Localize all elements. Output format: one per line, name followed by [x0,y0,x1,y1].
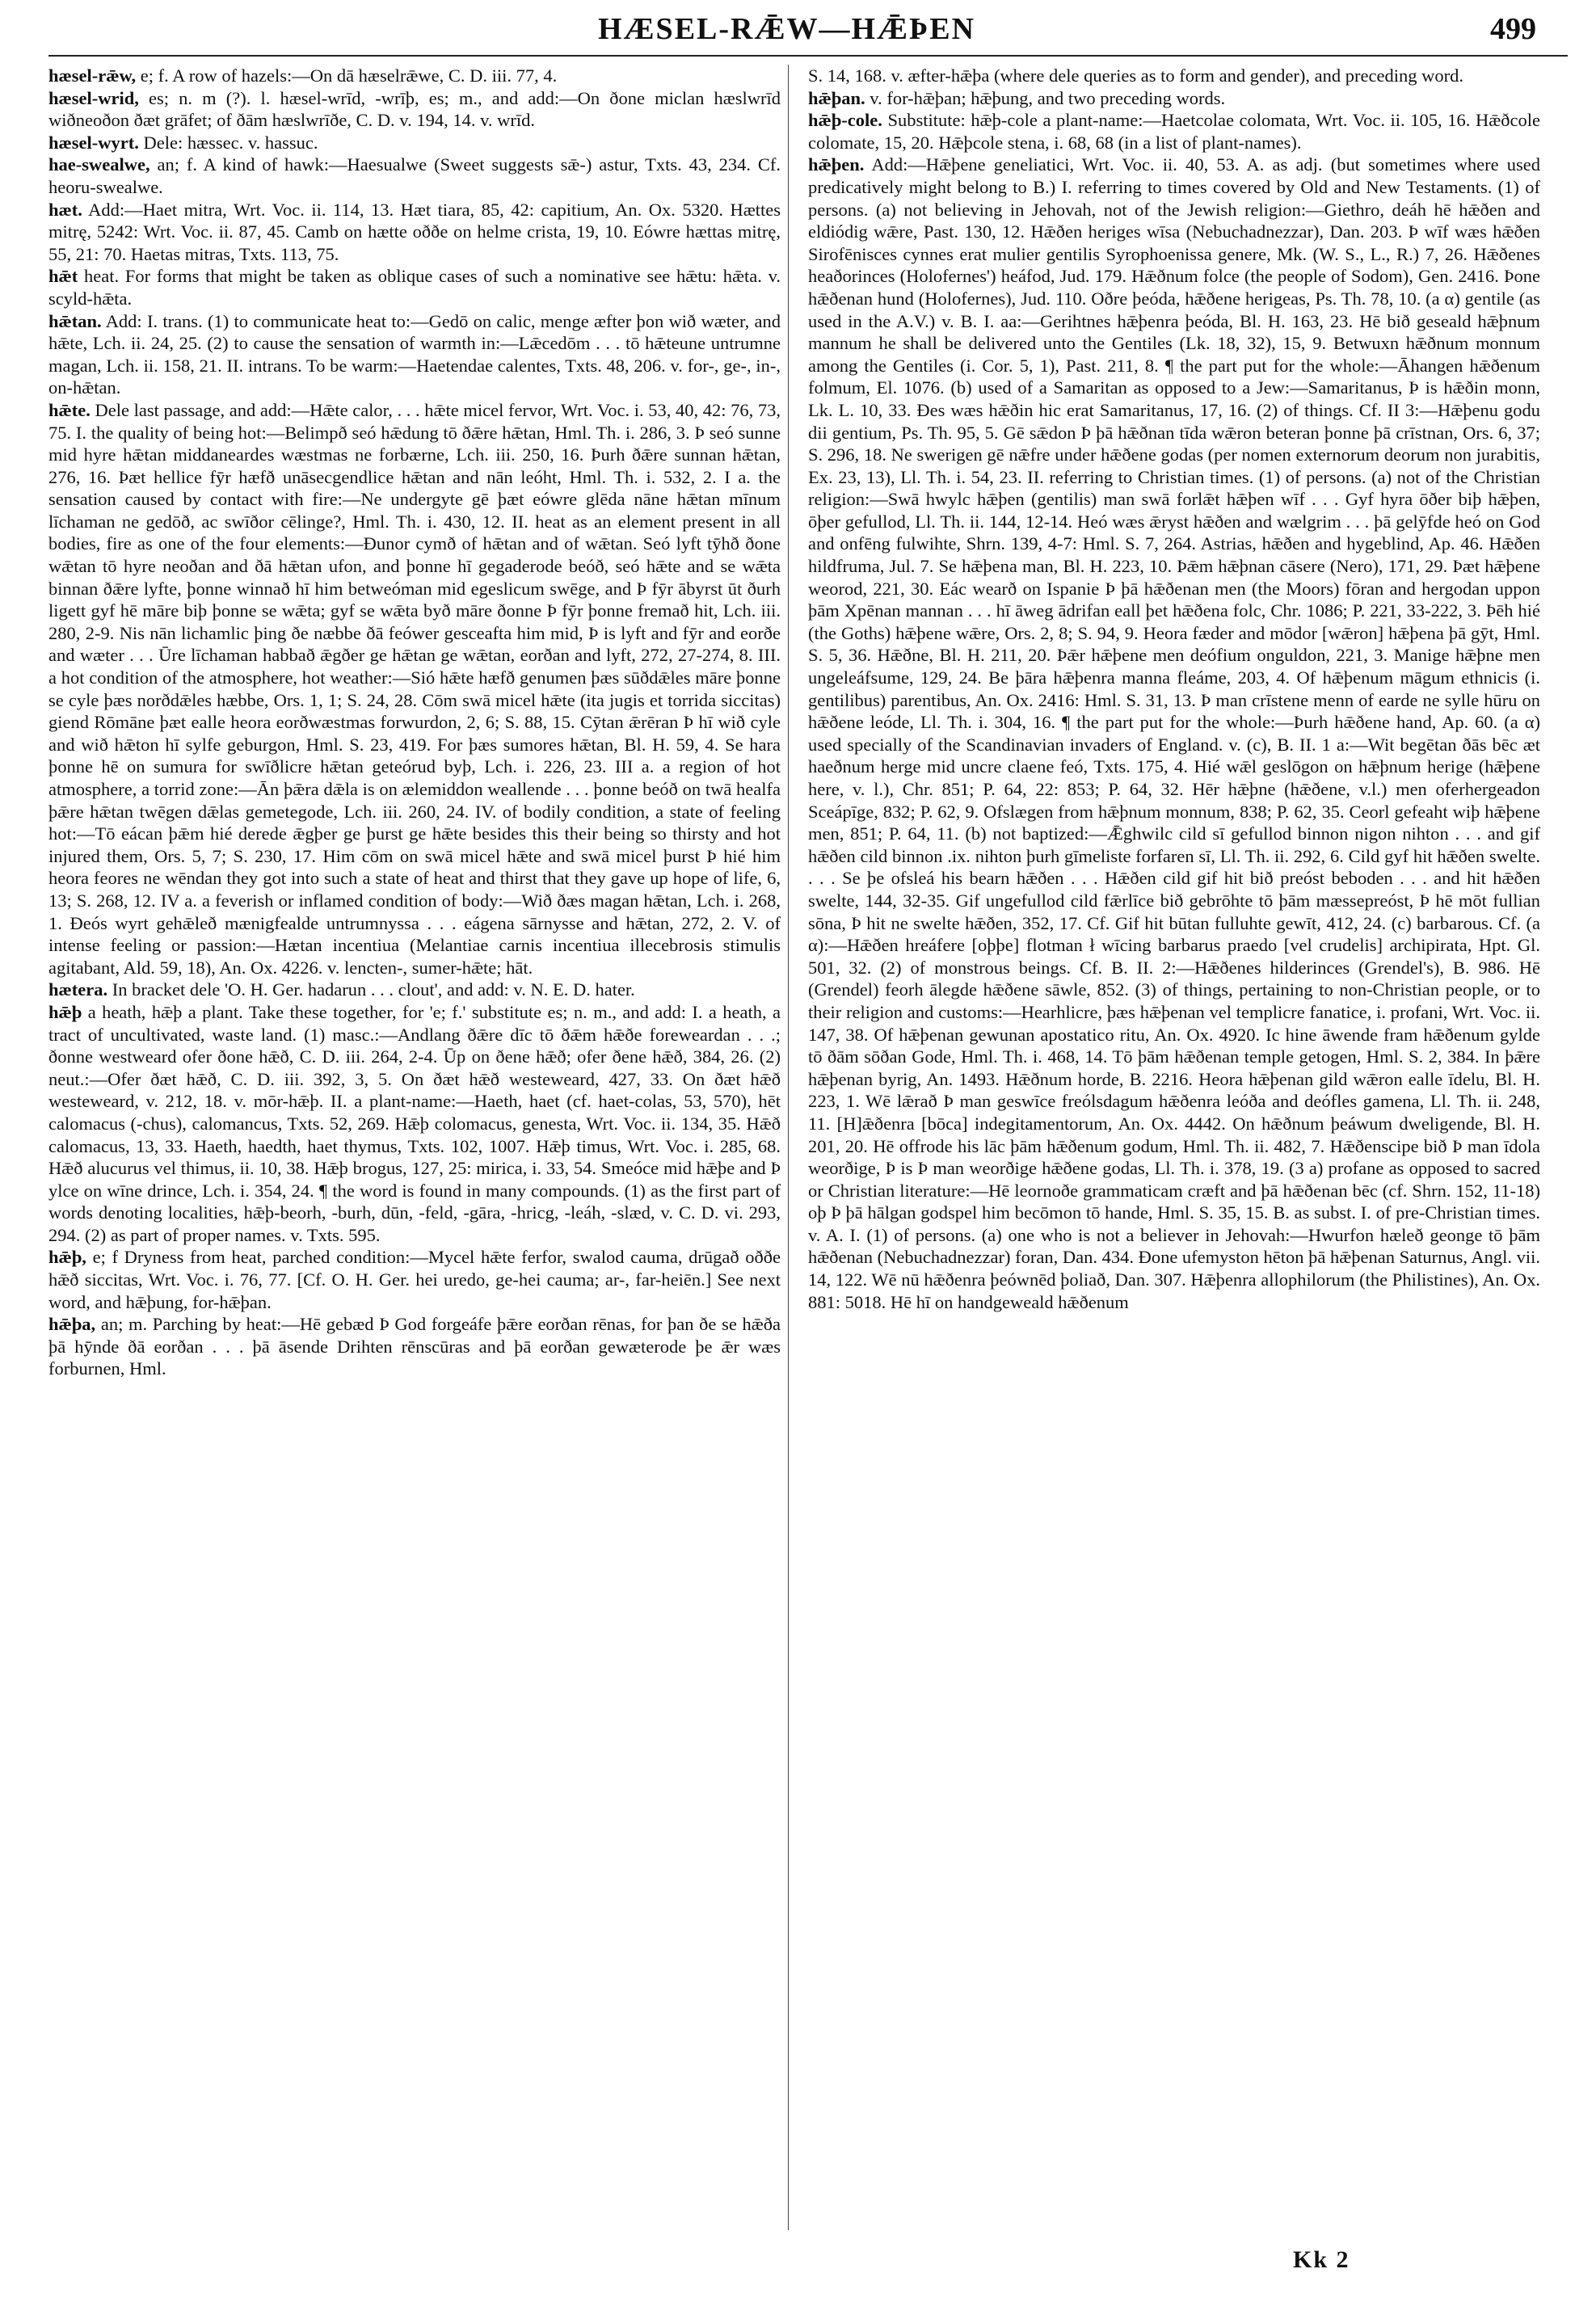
entry-text: Add: I. trans. (1) to communicate heat to:—Gedō on calic, menge æfter þon wið wæter, and hǣte, Lch. ii. 24, 25. (2) to cause the sensation of warmth in:—Lǣcedōm . . . tō hǣteune untrumne magan, Lch. ii. 158, 21. II. intrans. To be warm:—Haetendae calentes, Txts. 48, 206. v. for-, ge-, in-, on-hǣtan. [48,310,781,398]
gathering-signature: Kk 2 [1293,2246,1350,2273]
dictionary-entry [808,154,1540,1313]
entry-text: a heath, hǣþ a plant. Take these together, for 'e; f.' substitute es; n. m., and add: I. a heath, a tract of uncultivated, waste land. (1) masc.:—Andlang ðǣre dīc tō ðǣm hǣðe foreweardan . . .; ðonne westweard ofer ðone hǣð, C. D. iii. 264, 2-4. Ūp on ðene hǣð; ofer ðene hǣð, 384, 26. (2) neut.:—Ofer ðæt hǣð, C. D. iii. 392, 3, 5. On ðæt hǣð westeweard, 427, 33. On ðæt hǣð westeweard, v. 212, 18. v. mōr-hǣþ. II. a plant-name:—Haeth, haet (cf. haet-colas, 53, 570), hēt calomacus (-chus), calomancus, Txts. 52, 269. Hǣþ colomacus, genesta, Wrt. Voc. ii. 134, 35. Hǣð calomacus, 13, 33. Haeth, haedth, haet thymus, Txts. 102, 1007. Hǣþ timus, Wrt. Voc. i. 285, 68. Hǣð alucurus vel thimus, ii. 10, 38. Hǣþ brogus, 127, 25: mirica, i. 33, 54. Smeóce mid hǣþe and Þ ylce on wīne drince, Lch. i. 354, 24. ¶ the word is found in many compounds. (1) as the first part of words denoting localities, hǣþ-beorh, -burh, dūn, -feld, -gāra, -hricg, -leáh, -slæd, v. C. D. vi. 293, 294. (2) as part of proper names. v. Txts. 595. [48,1001,781,1245]
entry-text: S. 14, 168. v. æfter-hǣþa (where dele queries as to form and gender), and preceding word. [808,65,1463,86]
page-number: 499 [1490,12,1536,46]
dictionary-entry [48,65,781,87]
dictionary-entry [48,132,781,154]
entry-text: Add:—Hǣþene geneliatici, Wrt. Voc. ii. 40, 53. A. as adj. (but sometimes where used predicatively might belong to B.) I. referring to times covered by Old and New Testaments. (1) of persons. (a) not believing in Jehovah, not of the Jewish religion:—Giethro, deáh hē hǣðen and eldiódig wǣre, Past. 130, 12. Hǣðen heriges wīsa (Nebuchadnezzar), Dan. 203. Þ wīf wæs hǣðen Sirofēnisces cynnes erat mulier gentilis Syrophoenissa genere, Mk. (W. S., L., R.) 7, 26. Hǣðenes heaðorinces (Holofernes') heáfod, Jud. 179. Hǣðnum folce (the people of Sodom), Gen. 2416. Þone hǣðenan hund (Holofernes), Jud. 110. Oðre þeóda, hǣðene herigeas, Ps. Th. 78, 10. (a α) gentile (as used in the A.V.) v. B. I. aa:—Gerihtnes hǣþenra þeóda, Bl. H. 163, 23. Hē bið geseald hǣþnum mannum he shall be delivered unto the Gentiles (Lk. 18, 32), 15, 9. Betwuxn hǣðnum monnum among the Gentiles (i. Cor. 5, 1), Past. 211, 8. ¶ the part put for the whole:—Āhangen hǣðenum folmum, El. 1076. (b) used of a Samaritan as opposed to a Jew:—Samaritanus, Þ is hǣðin monn, Lk. L. 10, 33. Ðes wæs hǣðin hic erat Samaritanus, 17, 16. (2) of things. Cf. II 3:—Hǣþenu godu dii gentium, Ps. Th. 95, 5. Gē sǣdon Þ þā hǣðnan tīda wǣron beteran þonne þā crīstnan, Ors. 6, 37; S. 296, 18. Ne swerigen gē nǣfre under hǣðene godas (per nomen externorum deorum non jurabitis, Ex. 23, 13), Ll. Th. i. 54, 23. II. referring to Christian times. (1) of persons. (a) not of the Christian religion:—Swā hwylc hǣþen (gentilis) man swā forlǣt hǣþen wīf . . . Gyf hyra ōðer biþ hǣþen, ōþer gefullod, Ll. Th. ii. 144, 12-14. Heó wæs ǣryst hǣðen and wælgrim . . . þā gelȳfde heó on God and onfēng fulwihte, Shrn. 139, 4-7: Hml. S. 7, 264. Astrias, hǣðen and hygeblind, Ap. 46. Hǣðen hildfruma, Jul. 7. Se hǣþena man, Bl. H. 223, 10. Þǣm hǣþnan cāsere (Nero), 171, 29. Þæt hǣþene weorod, 221, 30. Eác wearð on Ispanie Þ þā hǣðenan men (the Moors) fōran and hergodan uppon þām Xpēnan mannan . . . hī āweg ādrifan eall þet hǣðena folc, Chr. 1086; P. 221, 33-222, 3. Þēh hié (the Goths) hǣþene wǣre, Ors. 2, 8; S. 94, 9. Heora fæder and mōdor [wǣron] hǣþena þā gȳt, Hml. S. 5, 36. Hǣðne, Bl. H. 211, 20. Þǣr hǣþene men deófium onguldon, 221, 3. Manige hǣþne men ungeleáfsume, 129, 24. Be þāra hǣþenra manna fleáme, 203, 4. Of hǣþenum māgum ethnicis (i. gentilibus) parentibus, An. Ox. 2416: Hml. S. 31, 13. Þ man crīstene menn of earde ne sylle hūru on hǣðene leóde, Ll. Th. i. 304, 16. ¶ the part put for the whole:—Þurh hǣðene hand, Ap. 60. (a α) used specially of the Scandinavian invaders of England. v. (c), B. II. 1 a:—Wit begētan ðās bēc æt haeðnum herge mid uncre claene feó, Txts. 175, 4. Hié wǣl geslōgon on hǣþnum herige (hǣþene here, v. l.), Chr. 851; P. 64, 22: 853; P. 64, 32. Hēr hǣþne (hǣðene, v.l.) men oferhergeadon Sceápīge, 832; P. 62, 9. Ofslægen from hǣþnum monnum, 838; P. 62, 35. Ceorl gefeaht wiþ hǣþene men, 851; P. 64, 11. (b) not baptized:—Ǣghwilc cild sī gefullod binnon nigon nihton . . . and gif hǣðen cild binnon .ix. nihton þurh gīmeliste forfaren sī, Ll. Th. ii. 292, 6. Cild gyf hit hǣðen swelte. . . . Se þe ofsleá his bearn hǣðen . . . Hǣðen cild gif hit bið preóst beboden . . . and hit hǣðen swelte, 144, 32-35. Gif ungefullod cild fǣrlīce bið gebrōhte tō þām mæssepreóst, Þ hē mōt fullian sōna, Þ hit ne swelte hǣðen, 352, 17. Cf. Gif hit būtan fulluhte gewīt, 412, 24. (c) barbarous. Cf. (a α):—Hǣðen hreáfere [oþþe] flotman ł wīcing barbarus praedo [vel crudelis] archipirata, Hpt. Gl. 501, 32. (2) of monstrous beings. Cf. B. II. 2:—Hǣðenes hilderinces (Grendel's), B. 986. Hē (Grendel) feorh ālegde hǣðene sāwle, 852. (3) of things, pertaining to non-Christian people, or to their religion and customs:—Hearhlicre, þæs hǣþenan vel templicre fanatice, i. profani, Wrt. Voc. ii. 147, 38. Of hǣþenan gewunan apostatico ritu, An. Ox. 4920. Ic hine āwende fram hǣðenum gylde tō ðām sōðan Gode, Hml. Th. i. 468, 14. Tō þām hǣðenan temple getogen, Hml. S. 2, 384. In þǣre hǣþenan byrig, An. 1493. Hǣðnum horde, B. 2216. Heora hǣþenan gild wǣron ealle īdelu, Bl. H. 223, 1. Wē lǣrað Þ man geswīce freólsdagum hǣðenra leóða and deófles gamena, Ll. Th. ii. 248, 11. [H]ǣðenra [bōca] indegitamentorum, An. Ox. 4442. On hǣðnum þeáwum dweligende, Bl. H. 201, 20. Hē offrode his lāc þām hǣðenum godum, Hml. Th. ii. 482, 7. Hǣðenscipe bið Þ man īdola weorðige, Þ is Þ man weorðige hǣðene godas, Ll. Th. i. 378, 19. (3 a) profane as opposed to sacred or Christian literature:—Hē leornoðe grammaticam cræft and þā hǣðenan bēc (cf. Shrn. 152, 11-18) oþ Þ þā hālgan godspel him becōmon tō hande, Hml. S. 35, 15. B. as subst. I. of pre-Christian times. v. A. I. (1) of persons. (a) one who is not a believer in Jehovah:—Hwurfon hæleð geonge tō þām hǣðenan (Nebuchadnezzar) foran, Dan. 434. Ðone ufemyston hēton þā hǣþenan Saturnus, Angl. vii. 14, 122. Wē nū hǣðenra þeównēd þoliað, Dan. 307. Hǣþenra allophilorum (the Philistines), An. Ox. 881: 5018. Hē hī on handgeweald hǣðenum [808,154,1540,1312]
entry-text: Substitute: hǣþ-cole a plant-name:—Haetcolae colomata, Wrt. Voc. ii. 105, 16. Hǣðcole colomate, 15, 20. Hǣþcole stena, i. 68, 68 (in a list of plant-names). [808,110,1540,153]
dictionary-entry [808,109,1540,154]
entry-headword: hǣþ-cole. [808,110,882,131]
entry-text: Add:—Haet mitra, Wrt. Voc. ii. 114, 13. Hæt tiara, 85, 42: capitium, An. Ox. 5320. Hættes mitrę, 5242: Wrt. Voc. ii. 87, 45. Camb on hætte oððe on helme crista, 19, 10. Eówre hættas mitrę, 55, 21: 70. Haetas mitras, Txts. 113, 75. [48,199,781,264]
entry-text: es; n. m (?). l. hæsel-wrīd, -wrīþ, es; m., and add:—On ðone miclan hæslwrīd wiðneoðon ðæt grāfet; of ðām hæslwrīðe, C. D. v. 194, 14. v. wrīd. [48,87,781,131]
entry-headword: hǣþa, [48,1314,96,1335]
dictionary-entry [48,399,781,979]
entry-headword: hæsel-wyrt. [48,132,139,153]
entry-headword: hǣþan. [808,87,865,108]
dictionary-entry [48,87,781,132]
entry-headword: hǣþ, [48,1247,86,1268]
entry-text: e; f Dryness from heat, parched condition:—Mycel hǣte ferfor, swalod cauma, drūgað oððe hǣð siccitas, Wrt. Voc. i. 76, 77. [Cf. O. H. Ger. hei uredo, ge-hei cauma; ar-, far-heiēn.] See next word, and hǣþung, for-hǣþan. [48,1247,781,1312]
entry-text: e; f. A row of hazels:—On dā hæselrǣwe, C. D. iii. 77, 4. [140,65,558,86]
entry-text: heat. For forms that might be taken as oblique cases of such a nominative see hǣtu: hǣta. v. scyld-hǣta. [48,266,781,309]
entry-text: an; m. Parching by heat:—Hē gebæd Þ God forgeáfe þǣre eorðan rēnas, for þan ðe se hǣða þā hȳnde ðā eorðan . . . þā āsende Drihten rēnscūras and þā eorðan gewæterode þe ǣr wæs forburnen, Hml. [48,1314,781,1379]
entry-headword: hǣt [48,266,78,287]
running-title: HÆSEL-RǢW—HǢÞEN [598,12,976,46]
dictionary-entry [808,87,1540,110]
entry-text: Dele last passage, and add:—Hǣte calor, . . . hǣte micel fervor, Wrt. Voc. i. 53, 40, 42: 76, 73, 75. I. the quality of being hot:—Belimpð seó hǣdung tō ðǣre hǣtan, Hml. Th. i. 286, 3. Þ seó sunne mid hyre hǣtan middaneardes wæstmas ne forbærne, Lch. iii. 250, 16. Þurh ðǣre sunnan hǣtan, 276, 16. Þæt hellice fȳr hæfð unāsecgendlice hǣtan and nān leóht, Hml. Th. i. 532, 2. I a. the sensation caused by contact with fire:—Ne undergyte gē þæt eówre glēda nāne hǣtan mīnum līchaman ne gedōð, ac swīðor cēlinge?, Hml. Th. i. 430, 12. II. heat as an element present in all bodies, fire as one of the four elements:—Ðunor cymð of hǣtan and of wǣtan. Seó lyft tȳhð ðone wǣtan tō hyre neoðan and ðā hǣtan ufon, and þonne hī gegaderode beóð, seó hǣte and se wǣta binnan ðǣre lyfte, þonne winnað hī him betweóman mid egeslicum swēge, and Þ fȳr ābyrst ūt ðurh ligett gyf hē māre biþ þonne se wǣta; gyf se wǣta byð māre ðonne Þ fȳr þonne fremað hit, Lch. iii. 280, 2-9. Nis nān lichamlic þing ðe næbbe ðā feówer gesceafta him mid, Þ is lyft and fȳr and eorðe and wæter . . . Ūre līchaman habbað ǣgðer ge hǣtan ge wǣtan, eorðan and lyft, 272, 27-274, 8. III. a hot condition of the atmosphere, hot weather:—Sió hǣte hæfð genumen þæs sūðdǣles māre þonne se cyle þæs norðdǣles hæbbe, Ors. 1, 1; S. 24, 28. Cōm swā micel hǣte (ita jugis et torrida siccitas) giend Rōmāne þæt ealle heora eorðwæstmas forwurdon, 2, 6; S. 88, 15. Cȳtan ǣrēran Þ hī wið cyle and wið hǣton hī sylfe geburgon, Hml. S. 23, 419. For þæs sumores hǣtan, Bl. H. 59, 4. Se hara þonne hē on sumura for swīðlicre hǣtan geteórud byþ, Lch. i. 226, 23. III a. a region of hot atmosphere, a torrid zone:—Ān þǣra dǣla is on ælemiddon weallende . . . þonne beóð on twā healfa þǣre hǣtan twēgen dǣlas gemetegode, Lch. iii. 260, 24. IV. of bodily condition, a state of feeling hot:—Tō eácan þǣm hié derede ǣgþer ge þurst ge hǣte besides this their being so thirsty and hot injured them, Ors. 5, 7; S. 230, 17. Him cōm on swā micel hǣte and swā micel þurst Þ hié him heora feores ne wēndan they got into such a state of heat and thirst that they gave up hope of life, 6, 13; S. 268, 12. IV a. a feverish or inflamed condition of body:—Wið ðæs magan hǣtan, Lch. i. 268, 1. Ðeós wyrt gehǣleð mænigfealde untrumnyssa . . . eágena sārnysse and hǣtan, 272, 2. V. of intense feeling or passion:—Hætan incentiua (Melantiae carnis incentiua illecebrosis stimulis agitabant, Ald. 59, 18), An. Ox. 4226. v. lencten-, sumer-hǣte; hāt. [48,399,781,978]
left-column [48,65,781,2238]
entry-headword: hǣtan. [48,310,102,331]
entry-headword: hae-swealwe, [48,154,150,175]
dictionary-entry [48,199,781,266]
entry-text: In bracket dele 'O. H. Ger. hadarun . . . clout', and add: v. N. E. D. hater. [112,979,635,1000]
dictionary-entry [48,310,781,399]
column-divider [788,65,789,2230]
dictionary-entry [808,65,1540,87]
entry-text: v. for-hǣþan; hǣþung, and two preceding words. [870,87,1226,108]
entry-headword: hæsel-rǣw, [48,65,137,86]
dictionary-entry [48,1313,781,1380]
dictionary-entry [48,1246,781,1313]
dictionary-entry [48,979,781,1001]
right-column [808,65,1540,2238]
entry-text: an; f. A kind of hawk:—Haesualwe (Sweet suggests sǣ-) astur, Txts. 43, 234. Cf. heoru-swealwe. [48,154,781,197]
dictionary-entry [48,154,781,198]
entry-headword: hǣþen. [808,154,865,175]
entry-headword: hǣte. [48,399,91,420]
entry-headword: hæsel-wrid, [48,87,139,108]
entry-headword: hǣþ [48,1001,82,1022]
entry-text: Dele: hæssec. v. hassuc. [143,132,318,153]
entry-headword: hæt. [48,199,82,220]
dictionary-entry [48,265,781,309]
header-rule [48,55,1568,57]
entry-headword: hætera. [48,979,108,1000]
dictionary-entry [48,1001,781,1247]
